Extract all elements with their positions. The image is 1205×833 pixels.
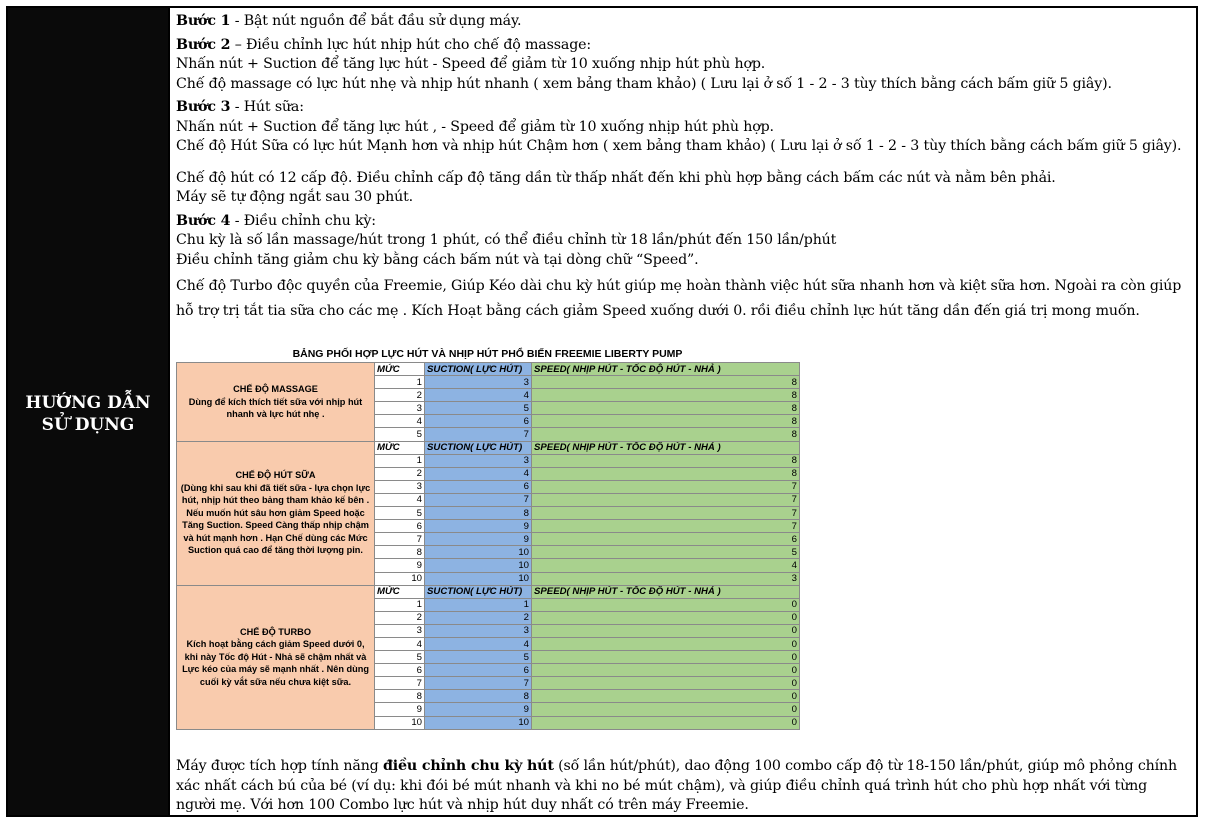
- footer-line1-post: (số lần hút/phút), dao động 100 combo cấp độ từ 18-150 lần/phút, giúp mô phỏng chính: [553, 758, 1177, 774]
- sidebar-cell: [8, 8, 168, 815]
- suction-cell: 6: [425, 664, 532, 677]
- step-2-text: – Điều chỉnh lực hút nhịp hút cho chế độ massage:: [230, 36, 591, 53]
- suction-cell: 3: [425, 454, 532, 467]
- table-header-row: [177, 363, 800, 376]
- speed-cell: 5: [532, 546, 800, 559]
- suction-cell: 4: [425, 467, 532, 480]
- mode-title: CHẾ ĐỘ TURBO: [240, 626, 311, 637]
- suction-cell: 7: [425, 493, 532, 506]
- level-cell: 5: [375, 428, 425, 441]
- mode-desc: Dùng để kích thích tiết sữa với nhịp hút nhanh và lực hút nhẹ .: [188, 396, 363, 420]
- level-cell: 9: [375, 703, 425, 716]
- col-suction-header: SUCTION( LỰC HÚT): [425, 441, 532, 454]
- suction-cell: 4: [425, 637, 532, 650]
- settings-table: [176, 362, 800, 730]
- mode-cell-massage: [177, 363, 375, 442]
- suction-cell: 9: [425, 520, 532, 533]
- step-1: [176, 12, 1191, 32]
- level-cell: 2: [375, 611, 425, 624]
- level-cell: 1: [375, 598, 425, 611]
- col-speed-header: SPEED( NHỊP HÚT - TỐC ĐỘ HÚT - NHẢ ): [532, 441, 800, 454]
- col-speed-header: SPEED( NHỊP HÚT - TỐC ĐỘ HÚT - NHẢ ): [532, 585, 800, 598]
- col-level-header: MỨC: [375, 363, 425, 376]
- mode-title: CHẾ ĐỘ MASSAGE: [233, 384, 318, 395]
- level-cell: 4: [375, 415, 425, 428]
- suction-cell: 3: [425, 624, 532, 637]
- suction-cell: 7: [425, 677, 532, 690]
- levels-line2: Máy sẽ tự động ngắt sau 30 phút.: [176, 189, 414, 205]
- level-cell: 4: [375, 637, 425, 650]
- footer-line2: xác nhất cách bú của bé (ví dụ: khi đói bé mút nhanh và khi no bé mút chậm), và giúp điều chỉnh quá trình hút cho phù hợp nhất với từng: [176, 777, 1148, 794]
- col-level-header: MỨC: [375, 441, 425, 454]
- suction-cell: 8: [425, 507, 532, 520]
- reference-table: [176, 346, 799, 746]
- speed-cell: 6: [532, 533, 800, 546]
- instructions: [176, 12, 1191, 324]
- level-cell: 8: [375, 546, 425, 559]
- step-4-line3: Điều chỉnh tăng giảm chu kỳ bằng cách bấm nút và tại dòng chữ “Speed”.: [176, 251, 699, 268]
- table-caption: BẢNG PHỐI HỢP LỰC HÚT VÀ NHỊP HÚT PHỔ BIẾN FREEMIE LIBERTY PUMP: [176, 346, 799, 362]
- speed-cell: 8: [532, 376, 800, 389]
- speed-cell: 3: [532, 572, 800, 585]
- step-2-line2: Nhấn nút + Suction để tăng lực hút - Speed để giảm từ 10 xuống nhịp hút phù hợp.: [176, 56, 766, 72]
- speed-cell: 7: [532, 480, 800, 493]
- step-4-line2: Chu kỳ là số lần massage/hút trong 1 phút, có thể điều chỉnh từ 18 lần/phút đến 150 lần/phút: [176, 232, 837, 248]
- level-cell: 3: [375, 480, 425, 493]
- suction-cell: 1: [425, 598, 532, 611]
- speed-cell: 8: [532, 428, 800, 441]
- speed-cell: 0: [532, 664, 800, 677]
- step-2-label: Bước 2: [176, 36, 231, 53]
- suction-cell: 5: [425, 651, 532, 664]
- level-cell: 5: [375, 507, 425, 520]
- level-cell: 2: [375, 389, 425, 402]
- level-cell: 1: [375, 376, 425, 389]
- level-cell: 6: [375, 664, 425, 677]
- level-cell: 3: [375, 402, 425, 415]
- speed-cell: 0: [532, 716, 800, 729]
- mode-title: CHẾ ĐỘ HÚT SỮA: [235, 470, 316, 481]
- col-suction-header: SUCTION( LỰC HÚT): [425, 363, 532, 376]
- step-3: [176, 98, 1191, 118]
- step-2: [176, 36, 1191, 56]
- speed-cell: 0: [532, 598, 800, 611]
- speed-cell: 7: [532, 507, 800, 520]
- step-2-line3: Chế độ massage có lực hút nhẹ và nhịp hút nhanh ( xem bảng tham khảo) ( Lưu lại ở số 1 - 2 - 3 tùy thích bằng cách bấm giữ 5 giây).: [176, 75, 1112, 92]
- speed-cell: 8: [532, 467, 800, 480]
- level-cell: 3: [375, 624, 425, 637]
- speed-cell: 0: [532, 611, 800, 624]
- column-divider: [168, 8, 170, 815]
- level-cell: 10: [375, 572, 425, 585]
- suction-cell: 6: [425, 480, 532, 493]
- level-cell: 1: [375, 454, 425, 467]
- suction-cell: 2: [425, 611, 532, 624]
- speed-cell: 0: [532, 703, 800, 716]
- col-speed-header: SPEED( NHỊP HÚT - TỐC ĐỘ HÚT - NHẢ ): [532, 363, 800, 376]
- step-4-text: - Điều chỉnh chu kỳ:: [230, 212, 376, 229]
- level-cell: 8: [375, 690, 425, 703]
- speed-cell: 0: [532, 677, 800, 690]
- footer-line3: người mẹ. Với hơn 100 Combo lực hút và nhịp hút duy nhất có trên máy Freemie.: [176, 797, 749, 814]
- sidebar-title: [8, 392, 168, 436]
- step-4-label: Bước 4: [176, 212, 231, 229]
- sidebar-title-line1: HƯỚNG DẪN: [25, 393, 151, 413]
- step-3-label: Bước 3: [176, 99, 231, 115]
- sidebar-title-line2: SỬ DỤNG: [41, 415, 135, 435]
- level-cell: 5: [375, 651, 425, 664]
- speed-cell: 8: [532, 454, 800, 467]
- footer-line1-bold: điều chỉnh chu kỳ hút: [382, 758, 554, 774]
- turbo-line1: Chế độ Turbo độc quyền của Freemie, Giúp Kéo dài chu kỳ hút giúp mẹ hoàn thành việc hút sữa nhanh hơn và kiệt sữa hơn. Ngoài ra còn giúp: [176, 278, 1182, 294]
- speed-cell: 0: [532, 690, 800, 703]
- mode-cell-turbo: [177, 585, 375, 729]
- speed-cell: 8: [532, 402, 800, 415]
- suction-cell: 8: [425, 690, 532, 703]
- suction-cell: 9: [425, 703, 532, 716]
- step-3-line3: Chế độ Hút Sữa có lực hút Mạnh hơn và nhịp hút Chậm hơn ( xem bảng tham khảo) ( Lưu lại ở số 1 - 2 - 3 tùy thích bằng cách bấm giữ 5 giây).: [176, 138, 1182, 154]
- mode-desc: Kích hoạt bằng cách giảm Speed dưới 0, khi này Tốc độ Hút - Nhả sẽ chậm nhất và Lực kéo của máy sẽ mạnh nhất . Nên dùng cuối kỳ vắt sữa nếu chưa kiệt sữa.: [182, 639, 369, 687]
- col-level-header: MỨC: [375, 585, 425, 598]
- speed-cell: 7: [532, 520, 800, 533]
- turbo-line2: hỗ trợ trị tắt tia sữa cho các mẹ . Kích Hoạt bằng cách giảm Speed xuống dưới 0. rồi điều chỉnh lực hút tăng dần đến giá trị mong muốn.: [176, 303, 1140, 319]
- suction-cell: 10: [425, 572, 532, 585]
- table-header-row: [177, 441, 800, 454]
- table-header-row: [177, 585, 800, 598]
- level-cell: 2: [375, 467, 425, 480]
- speed-cell: 4: [532, 559, 800, 572]
- level-cell: 10: [375, 716, 425, 729]
- step-4: [176, 212, 1191, 232]
- step-1-text: - Bật nút nguồn để bắt đầu sử dụng máy.: [230, 13, 522, 29]
- footer-line1: [176, 757, 1191, 777]
- level-cell: 7: [375, 677, 425, 690]
- speed-cell: 8: [532, 415, 800, 428]
- levels-line1: Chế độ hút có 12 cấp độ. Điều chỉnh cấp độ tăng dần từ thấp nhất đến khi phù hợp bằng cách bấm các nút và nằm bên phải.: [176, 169, 1056, 186]
- speed-cell: 7: [532, 493, 800, 506]
- speed-cell: 0: [532, 651, 800, 664]
- step-3-text: - Hút sữa:: [230, 99, 304, 115]
- suction-cell: 10: [425, 546, 532, 559]
- speed-cell: 8: [532, 389, 800, 402]
- level-cell: 6: [375, 520, 425, 533]
- suction-cell: 4: [425, 389, 532, 402]
- suction-cell: 10: [425, 559, 532, 572]
- speed-cell: 0: [532, 624, 800, 637]
- suction-cell: 10: [425, 716, 532, 729]
- mode-cell-milk: [177, 441, 375, 585]
- level-cell: 7: [375, 533, 425, 546]
- step-1-label: Bước 1: [176, 13, 231, 29]
- footer-line1-pre: Máy được tích hợp tính năng: [176, 758, 383, 774]
- level-cell: 4: [375, 493, 425, 506]
- footer-paragraph: [176, 757, 1191, 816]
- col-suction-header: SUCTION( LỰC HÚT): [425, 585, 532, 598]
- suction-cell: 9: [425, 533, 532, 546]
- suction-cell: 6: [425, 415, 532, 428]
- suction-cell: 5: [425, 402, 532, 415]
- mode-desc: (Dùng khi sau khi đã tiết sữa - lựa chọn lực hút, nhịp hút theo bảng tham khảo kế bên . Nếu muốn hút sâu hơn giảm Speed hoặc Tăng Suction. Speed Càng thấp nhịp chậm và hút mạnh hơn . Hạn Chế dùng các Mức Suction quá cao để tăng thời lượng pin.: [180, 482, 371, 556]
- level-cell: 9: [375, 559, 425, 572]
- suction-cell: 3: [425, 376, 532, 389]
- step-3-line2: Nhấn nút + Suction để tăng lực hút , - Speed để giảm từ 10 xuống nhịp hút phù hợp.: [176, 118, 774, 135]
- suction-cell: 7: [425, 428, 532, 441]
- speed-cell: 0: [532, 637, 800, 650]
